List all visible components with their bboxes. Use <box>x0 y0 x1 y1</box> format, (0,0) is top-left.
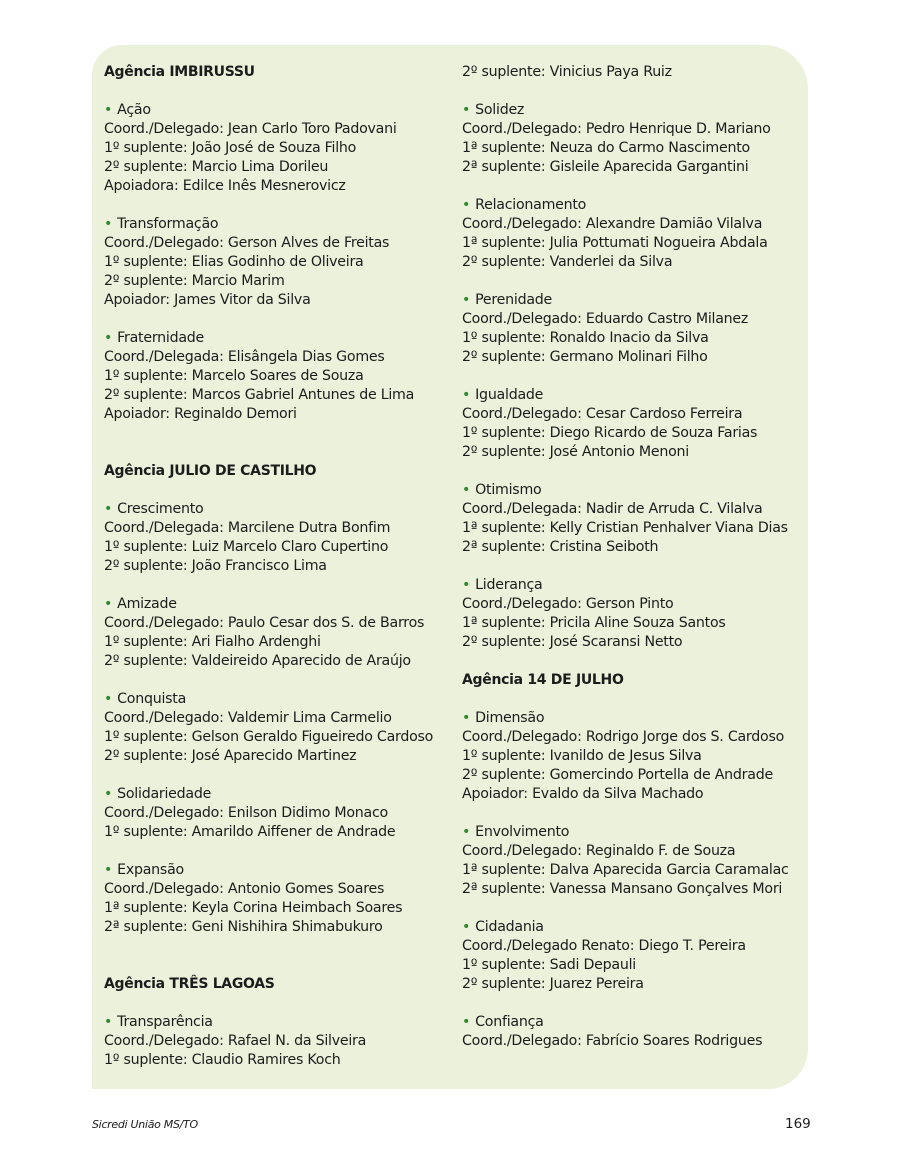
member-line: Coord./Delegada: Marcilene Dutra Bonfim <box>104 520 391 536</box>
group-name <box>462 386 807 405</box>
bullet-icon: • <box>462 577 471 593</box>
member-line: Coord./Delegado: Antonio Gomes Soares <box>104 881 385 897</box>
bullet-icon: • <box>104 102 113 118</box>
group-name <box>104 215 454 234</box>
group-title: Relacionamento <box>475 197 587 213</box>
right-groups <box>462 101 807 652</box>
member-line: 1º suplente: Ari Fialho Ardenghi <box>104 634 321 650</box>
member-line: 1ª suplente: Neuza do Carmo Nascimento <box>462 140 750 156</box>
member-line: 1ª suplente: Dalva Aparecida Garcia Caramalac <box>462 862 789 878</box>
delegate-group <box>104 595 454 671</box>
member-line: 2º suplente: Marcos Gabriel Antunes de Lima <box>104 387 415 403</box>
group-name <box>462 1013 807 1032</box>
member-line: Apoiadora: Edilce Inês Mesnerovicz <box>104 178 346 194</box>
group-name <box>104 500 454 519</box>
group-title: Solidariedade <box>117 786 212 802</box>
bullet-icon: • <box>104 216 113 232</box>
member-line: 1º suplente: Ronaldo Inacio da Silva <box>462 330 709 346</box>
member-line: 1º suplente: Amarildo Aiffener de Andrade <box>104 824 396 840</box>
member-line: 1ª suplente: Keyla Corina Heimbach Soares <box>104 900 403 916</box>
agency-title: Agência IMBIRUSSU <box>104 64 255 80</box>
delegate-group <box>104 690 454 766</box>
bullet-icon: • <box>104 862 113 878</box>
left-column <box>104 63 454 1070</box>
bullet-icon: • <box>462 387 471 403</box>
group-title: Dimensão <box>475 710 545 726</box>
member-line: Coord./Delegado: Reginaldo F. de Souza <box>462 843 736 859</box>
member-line: 2º suplente: José Antonio Menoni <box>462 444 689 460</box>
member-line: 1º suplente: Elias Godinho de Oliveira <box>104 254 364 270</box>
bullet-icon: • <box>104 786 113 802</box>
member-line: Apoiador: Reginaldo Demori <box>104 406 297 422</box>
member-line: Coord./Delegado: Alexandre Damião Vilalva <box>462 216 763 232</box>
member-line: 2ª suplente: Geni Nishihira Shimabukuro <box>104 919 383 935</box>
group-name <box>462 101 807 120</box>
group-name <box>104 101 454 120</box>
delegate-group <box>462 386 807 462</box>
member-line: Coord./Delegado: Gerson Pinto <box>462 596 674 612</box>
group-title: Igualdade <box>475 387 544 403</box>
member-line: 2º suplente: Juarez Pereira <box>462 976 644 992</box>
member-line: Coord./Delegado: Jean Carlo Toro Padovani <box>104 121 397 137</box>
group-name <box>104 595 454 614</box>
group-title: Ação <box>117 102 151 118</box>
group-title: Cidadania <box>475 919 544 935</box>
member-line: 1º suplente: Ivanildo de Jesus Silva <box>462 748 702 764</box>
member-line: 2ª suplente: Gisleile Aparecida Gargantini <box>462 159 749 175</box>
member-line: Coord./Delegado: Cesar Cardoso Ferreira <box>462 406 743 422</box>
delegate-group <box>104 329 454 424</box>
bullet-icon: • <box>462 710 471 726</box>
member-line: Apoiador: James Vitor da Silva <box>104 292 311 308</box>
member-line: 2º suplente: Marcio Lima Dorileu <box>104 159 329 175</box>
member-line: Coord./Delegado: Pedro Henrique D. Mariano <box>462 121 771 137</box>
publication-name: Sicredi União MS/TO <box>92 1118 198 1131</box>
delegate-group <box>462 823 807 899</box>
delegate-group <box>104 215 454 310</box>
member-line: 2º suplente: Marcio Marim <box>104 273 285 289</box>
group-title: Crescimento <box>117 501 204 517</box>
group-title: Confiança <box>475 1014 544 1030</box>
member-line: 1º suplente: Marcelo Soares de Souza <box>104 368 364 384</box>
member-line: 2º suplente: Germano Molinari Filho <box>462 349 708 365</box>
bullet-icon: • <box>462 292 471 308</box>
member-line: Coord./Delegado: Gerson Alves de Freitas <box>104 235 390 251</box>
member-line: Coord./Delegado: Rafael N. da Silveira <box>104 1033 367 1049</box>
delegate-group <box>104 1013 454 1070</box>
group-title: Amizade <box>117 596 177 612</box>
agency-section <box>104 975 454 1070</box>
member-line: 2ª suplente: Vanessa Mansano Gonçalves Mori <box>462 881 783 897</box>
agency-title: Agência TRÊS LAGOAS <box>104 976 275 992</box>
bullet-icon: • <box>104 596 113 612</box>
bullet-icon: • <box>462 482 471 498</box>
delegate-group <box>462 481 807 557</box>
member-line: 1ª suplente: Kelly Cristian Penhalver Viana Dias <box>462 520 788 536</box>
group-name <box>462 709 807 728</box>
member-line: Apoiador: Evaldo da Silva Machado <box>462 786 704 802</box>
bullet-icon: • <box>104 691 113 707</box>
member-line: Coord./Delegada: Nadir de Arruda C. Vilalva <box>462 501 763 517</box>
group-name <box>462 918 807 937</box>
group-name <box>104 690 454 709</box>
agency-section <box>104 462 454 937</box>
delegate-group <box>462 918 807 994</box>
member-line: Coord./Delegada: Elisângela Dias Gomes <box>104 349 385 365</box>
agency-section <box>462 671 807 1051</box>
member-line: 2º suplente: Valdeireido Aparecido de Araújo <box>104 653 411 669</box>
member-line: Coord./Delegado: Rodrigo Jorge dos S. Cardoso <box>462 729 785 745</box>
member-line: Coord./Delegado: Valdemir Lima Carmelio <box>104 710 392 726</box>
member-line: Coord./Delegado: Enilson Didimo Monaco <box>104 805 388 821</box>
member-line: 1º suplente: João José de Souza Filho <box>104 140 357 156</box>
bullet-icon: • <box>104 330 113 346</box>
group-title: Liderança <box>475 577 543 593</box>
group-name <box>462 481 807 500</box>
member-line: 2º suplente: José Scaransi Netto <box>462 634 683 650</box>
group-title: Conquista <box>117 691 187 707</box>
agency-title: Agência 14 DE JULHO <box>462 672 624 688</box>
member-line: 2º suplente: José Aparecido Martinez <box>104 748 357 764</box>
member-line: Coord./Delegado Renato: Diego T. Pereira <box>462 938 746 954</box>
group-name <box>104 1013 454 1032</box>
group-title: Transparência <box>117 1014 213 1030</box>
delegate-group <box>462 291 807 367</box>
group-title: Envolvimento <box>475 824 570 840</box>
delegate-group <box>462 196 807 272</box>
group-name <box>104 329 454 348</box>
delegate-group <box>462 1013 807 1051</box>
member-line: 1º suplente: Luiz Marcelo Claro Cupertino <box>104 539 389 555</box>
bullet-icon: • <box>462 197 471 213</box>
agency-section <box>104 63 454 424</box>
member-line: Coord./Delegado: Eduardo Castro Milanez <box>462 311 749 327</box>
agency-section <box>462 671 807 1051</box>
member-line: 1ª suplente: Julia Pottumati Nogueira Abdala <box>462 235 768 251</box>
right-column <box>462 63 807 1051</box>
group-title: Expansão <box>117 862 184 878</box>
bullet-icon: • <box>462 824 471 840</box>
delegate-group <box>104 101 454 196</box>
group-title: Fraternidade <box>117 330 205 346</box>
member-line: 2º suplente: João Francisco Lima <box>104 558 327 574</box>
member-line: 2º suplente: Gomercindo Portella de Andrade <box>462 767 773 783</box>
bullet-icon: • <box>104 501 113 517</box>
member-line: Coord./Delegado: Paulo Cesar dos S. de Barros <box>104 615 425 631</box>
member-line: 2º suplente: Vanderlei da Silva <box>462 254 673 270</box>
member-line: 1ª suplente: Pricila Aline Souza Santos <box>462 615 726 631</box>
group-name <box>104 785 454 804</box>
group-name <box>462 291 807 310</box>
group-name <box>104 861 454 880</box>
member-line: 1º suplente: Claudio Ramires Koch <box>104 1052 341 1068</box>
group-title: Perenidade <box>475 292 553 308</box>
continuation-line: 2º suplente: Vinicius Paya Ruiz <box>462 64 672 80</box>
delegate-group <box>462 101 807 177</box>
group-title: Transformação <box>117 216 219 232</box>
page-number: 169 <box>785 1116 811 1132</box>
bullet-icon: • <box>462 919 471 935</box>
member-line: Coord./Delegado: Fabrício Soares Rodrigues <box>462 1033 763 1049</box>
bullet-icon: • <box>462 102 471 118</box>
member-line: 1º suplente: Diego Ricardo de Souza Farias <box>462 425 758 441</box>
delegate-group <box>462 576 807 652</box>
group-name <box>462 196 807 215</box>
member-line: 1º suplente: Sadi Depauli <box>462 957 636 973</box>
bullet-icon: • <box>104 1014 113 1030</box>
group-title: Solidez <box>475 102 525 118</box>
bullet-icon: • <box>462 1014 471 1030</box>
group-name <box>462 576 807 595</box>
member-line: 2ª suplente: Cristina Seiboth <box>462 539 659 555</box>
group-name <box>462 823 807 842</box>
member-line: 1º suplente: Gelson Geraldo Figueiredo Cardoso <box>104 729 434 745</box>
delegate-group <box>104 500 454 576</box>
delegate-group <box>104 785 454 842</box>
delegate-group <box>462 709 807 804</box>
group-title: Otimismo <box>475 482 542 498</box>
delegate-group <box>104 861 454 937</box>
agency-title: Agência JULIO DE CASTILHO <box>104 463 317 479</box>
